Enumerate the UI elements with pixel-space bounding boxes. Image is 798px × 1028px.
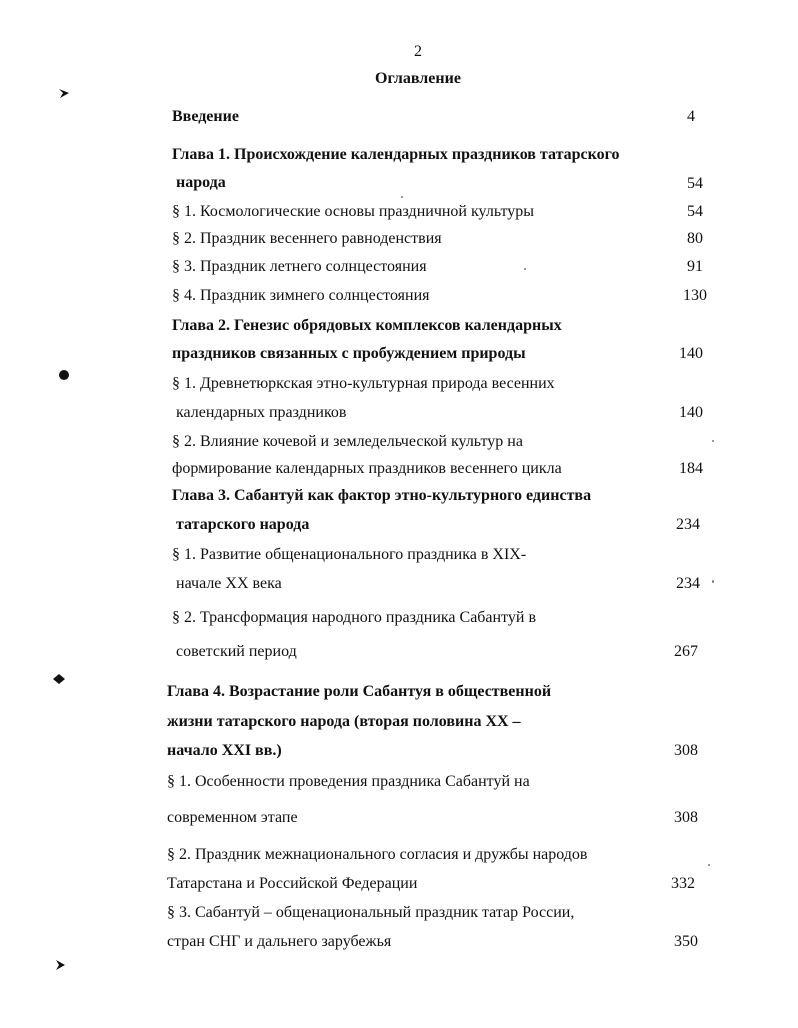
toc-entry-title: советский период [176,643,297,660]
toc-entry-page: 140 [679,404,703,421]
toc-entry-title: Глава 4. Возрастание роли Сабантуя в общественной [167,683,552,700]
toc-entry-title: § 1. Развитие общенационального праздника в XIX- [172,546,527,563]
toc-entry-title: праздников связанных с пробуждением природы [172,345,526,362]
toc-entry-title: календарных праздников [176,404,347,421]
toc-entry-title: современном этапе [167,809,298,826]
toc-entry-title: начале XX века [176,575,282,592]
toc-entry-page: 91 [687,258,703,275]
toc-entry-page: 130 [683,287,707,304]
scan-speck [401,196,403,198]
toc-entry-title: татарского народа [176,516,310,533]
toc-entry-title: § 2. Праздник весеннего равноденствия [172,230,442,247]
toc-entry-title: § 3. Сабантуй – общенациональный праздник татар России, [167,904,575,921]
toc-entry-title: § 2. Праздник межнационального согласия и дружбы народов [167,846,588,863]
toc-entry-title: Глава 3. Сабантуй как фактор этно-культурного единства [172,487,592,504]
toc-entry-title: § 3. Праздник летнего солнцестояния [172,258,427,275]
toc-entry-title: жизни татарского народа (вторая половина XX – [167,713,521,730]
toc-entry-page: 267 [674,643,698,660]
scan-speck [712,580,714,583]
page-number: 2 [414,43,422,60]
toc-entry-page: 184 [679,460,703,477]
toc-entry-title: § 2. Трансформация народного праздника Сабантуй в [172,609,536,626]
scan-speck [524,268,526,270]
toc-entry-page: 350 [674,933,698,950]
scan-mark-icon [53,958,67,972]
toc-entry-title: стран СНГ и дальнего зарубежья [167,933,392,950]
toc-entry-page: 4 [687,108,695,125]
toc-entry-title: народа [176,174,226,191]
toc-entry-title: § 1. Особенности проведения праздника Сабантуй на [167,773,530,790]
scan-speck [712,440,714,442]
scan-mark-icon [52,672,66,686]
toc-entry-title: Глава 2. Генезис обрядовых комплексов календарных [172,317,562,334]
toc-entry-page: 80 [687,230,703,247]
toc-entry-page: 308 [674,742,698,759]
toc-heading: Оглавление [375,70,461,87]
toc-entry-page: 332 [671,875,695,892]
toc-entry-page: 308 [674,809,698,826]
toc-entry-title: начало XXI вв.) [167,742,282,759]
toc-entry-title: Татарстана и Российской Федерации [167,875,418,892]
scan-speck [708,864,710,866]
toc-entry-title: формирование календарных праздников весеннего цикла [172,460,562,477]
toc-entry-page: 234 [676,516,700,533]
toc-entry-title: Глава 1. Происхождение календарных праздников татарского [172,146,620,163]
toc-entry-page: 140 [679,345,703,362]
toc-entry-title: Введение [172,108,239,125]
toc-entry-title: § 1. Древнетюркская этно-культурная природа весенних [172,375,555,392]
scan-mark-icon [57,368,71,382]
toc-entry-title: § 1. Космологические основы праздничной культуры [172,203,535,220]
scan-mark-icon [57,86,71,100]
toc-entry-page: 234 [676,575,700,592]
toc-entry-page: 54 [687,175,703,192]
toc-entry-title: § 4. Праздник зимнего солнцестояния [172,287,430,304]
toc-entry-title: § 2. Влияние кочевой и земледельческой культур на [172,433,523,450]
toc-entry-page: 54 [687,203,703,220]
